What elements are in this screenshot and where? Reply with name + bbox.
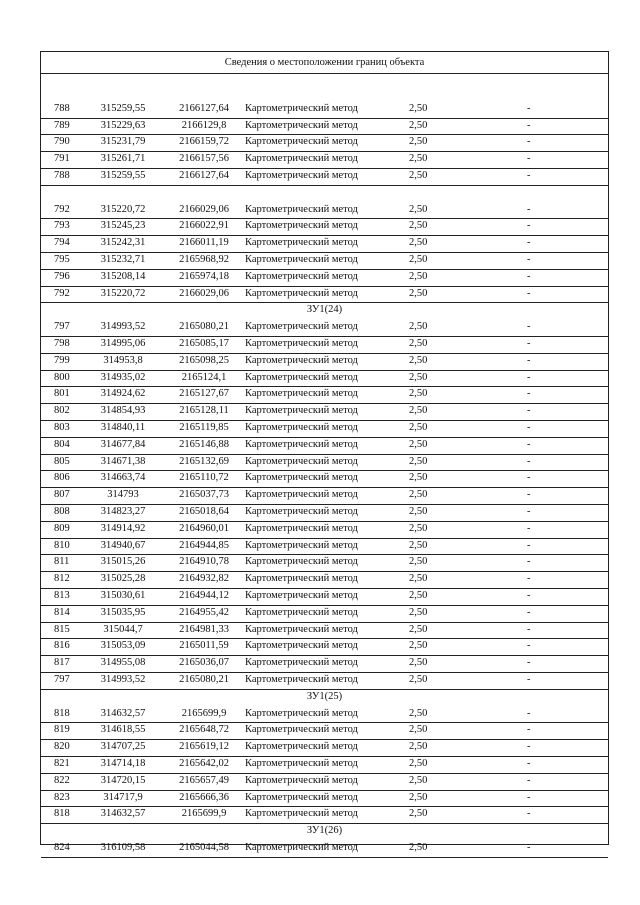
- description: -: [527, 522, 531, 534]
- section-label: ЗУ1(24): [306, 304, 343, 316]
- point-number: 810: [54, 539, 70, 551]
- description: -: [527, 371, 531, 383]
- accuracy: 2,50: [409, 724, 428, 736]
- table-row: [41, 252, 608, 270]
- method: Картометрический метод: [245, 506, 358, 517]
- blank-row: [41, 185, 608, 202]
- description: -: [527, 506, 531, 517]
- point-number: 803: [54, 422, 70, 433]
- coordinate-x: 314707,25: [100, 741, 146, 753]
- method: Картометрический метод: [245, 254, 358, 265]
- coordinate-x: 315242,31: [100, 237, 146, 249]
- accuracy: 2,50: [409, 153, 428, 165]
- accuracy: 2,50: [409, 270, 428, 282]
- description: -: [527, 724, 531, 736]
- table-row: [41, 269, 608, 287]
- coordinate-x: 314717,9: [103, 791, 143, 803]
- point-number: 795: [54, 254, 70, 265]
- point-number: 794: [54, 237, 70, 249]
- accuracy: 2,50: [409, 354, 428, 366]
- table-row: [41, 134, 608, 152]
- description: -: [527, 220, 531, 232]
- table-row: [41, 168, 608, 186]
- coordinate-y: 2165657,49: [179, 774, 229, 786]
- coordinate-x: 314953,8: [103, 354, 143, 366]
- method: Картометрический метод: [245, 405, 358, 417]
- coordinate-x: 315220,72: [100, 287, 146, 299]
- coordinate-x: 315259,55: [100, 102, 146, 114]
- coordinate-y: 2165648,72: [179, 724, 229, 736]
- method: Картометрический метод: [245, 707, 358, 719]
- method: Картометрический метод: [245, 338, 358, 349]
- method: Картометрический метод: [245, 472, 358, 484]
- coordinate-x: 315229,63: [100, 119, 146, 131]
- coordinate-x: 314995,06: [100, 338, 146, 349]
- coordinate-y: 2165968,92: [179, 254, 229, 265]
- table-row: [41, 706, 608, 724]
- coordinate-x: 315232,71: [100, 254, 146, 265]
- coordinate-y: 2165666,36: [179, 791, 229, 803]
- table-row: [41, 790, 608, 808]
- method: Картометрический метод: [245, 102, 358, 114]
- table-row: [41, 386, 608, 404]
- description: -: [527, 287, 531, 299]
- coordinate-x: 314854,93: [100, 405, 146, 417]
- point-number: 812: [54, 573, 70, 585]
- point-number: 805: [54, 455, 70, 467]
- coordinate-y: 2164960,01: [179, 522, 229, 534]
- table-row: [41, 403, 608, 421]
- accuracy: 2,50: [409, 338, 428, 349]
- point-number: 797: [54, 321, 70, 333]
- table-row: [41, 655, 608, 673]
- description: -: [527, 354, 531, 366]
- coordinate-y: 2165619,12: [179, 741, 229, 753]
- section-label: ЗУ1(26): [306, 825, 343, 837]
- description: -: [527, 657, 531, 669]
- coordinate-y: 2164944,85: [179, 539, 229, 551]
- accuracy: 2,50: [409, 791, 428, 803]
- table-row: [41, 722, 608, 740]
- method: Картометрический метод: [245, 287, 358, 299]
- table-row: [41, 336, 608, 354]
- coordinate-x: 314924,62: [100, 388, 146, 400]
- method: Картометрический метод: [245, 791, 358, 803]
- description: -: [527, 489, 531, 501]
- coordinate-y: 2164944,12: [179, 590, 229, 601]
- description: -: [527, 422, 531, 433]
- coordinate-y: 2164955,42: [179, 606, 229, 618]
- point-number: 822: [54, 774, 70, 786]
- coordinate-x: 315208,14: [100, 270, 146, 282]
- coordinate-y: 2165974,18: [179, 270, 229, 282]
- accuracy: 2,50: [409, 522, 428, 534]
- table-row: [41, 554, 608, 572]
- coordinate-y: 2166029,06: [179, 287, 229, 299]
- point-number: 818: [54, 707, 70, 719]
- accuracy: 2,50: [409, 422, 428, 433]
- accuracy: 2,50: [409, 455, 428, 467]
- coordinate-x: 315035,95: [100, 606, 146, 618]
- point-number: 813: [54, 590, 70, 601]
- description: -: [527, 556, 531, 568]
- point-number: 824: [54, 842, 70, 853]
- accuracy: 2,50: [409, 170, 428, 181]
- accuracy: 2,50: [409, 606, 428, 618]
- accuracy: 2,50: [409, 808, 428, 820]
- coordinate-x: 314914,92: [100, 522, 146, 534]
- point-number: 817: [54, 657, 70, 669]
- method: Картометрический метод: [245, 590, 358, 601]
- table-row: [41, 370, 608, 388]
- coordinate-y: 2166129,8: [181, 119, 227, 131]
- coordinate-x: 314677,84: [100, 438, 146, 450]
- coordinate-y: 2166157,56: [179, 153, 229, 165]
- coordinate-x: 315015,26: [100, 556, 146, 568]
- accuracy: 2,50: [409, 573, 428, 585]
- accuracy: 2,50: [409, 388, 428, 400]
- accuracy: 2,50: [409, 203, 428, 215]
- description: -: [527, 674, 531, 685]
- point-number: 823: [54, 791, 70, 803]
- method: Картометрический метод: [245, 270, 358, 282]
- point-number: 818: [54, 808, 70, 820]
- method: Картометрический метод: [245, 119, 358, 131]
- accuracy: 2,50: [409, 774, 428, 786]
- section-label: ЗУ1(25): [306, 690, 343, 702]
- coordinate-x: 316109,58: [100, 842, 146, 853]
- table-row: [41, 588, 608, 606]
- method: Картометрический метод: [245, 455, 358, 467]
- accuracy: 2,50: [409, 287, 428, 299]
- accuracy: 2,50: [409, 119, 428, 131]
- description: -: [527, 321, 531, 333]
- accuracy: 2,50: [409, 220, 428, 232]
- point-number: 820: [54, 741, 70, 753]
- method: Картометрический метод: [245, 741, 358, 753]
- coordinate-y: 2166022,91: [179, 220, 229, 232]
- accuracy: 2,50: [409, 590, 428, 601]
- method: Картометрический метод: [245, 170, 358, 181]
- coordinate-y: 2165642,02: [179, 758, 229, 769]
- point-number: 789: [54, 119, 70, 131]
- coordinate-x: 314671,38: [100, 455, 146, 467]
- method: Картометрический метод: [245, 774, 358, 786]
- coordinate-y: 2165127,67: [179, 388, 229, 400]
- method: Картометрический метод: [245, 724, 358, 736]
- coordinate-y: 2165132,69: [179, 455, 229, 467]
- coordinate-y: 2164910,78: [179, 556, 229, 568]
- method: Картометрический метод: [245, 522, 358, 534]
- coordinate-y: 2165119,85: [179, 422, 229, 433]
- table-row: [41, 319, 608, 337]
- method: Картометрический метод: [245, 674, 358, 685]
- coordinate-x: 315053,09: [100, 640, 146, 652]
- coordinate-x: 315261,71: [100, 153, 146, 165]
- point-number: 811: [54, 556, 70, 568]
- coordinate-y: 2166127,64: [179, 170, 229, 181]
- point-number: 807: [54, 489, 70, 501]
- accuracy: 2,50: [409, 556, 428, 568]
- description: -: [527, 640, 531, 652]
- method: Картометрический метод: [245, 657, 358, 669]
- method: Картометрический метод: [245, 623, 358, 635]
- table-row: [41, 118, 608, 136]
- point-number: 788: [54, 102, 70, 114]
- table-row: [41, 672, 608, 690]
- description: -: [527, 119, 531, 131]
- description: -: [527, 170, 531, 181]
- description: -: [527, 791, 531, 803]
- coordinate-y: 2165124,1: [181, 371, 227, 383]
- table-row: [41, 353, 608, 371]
- coordinate-y: 2165044,58: [179, 842, 229, 853]
- coordinate-x: 314714,18: [100, 758, 146, 769]
- coordinate-y: 2165085,17: [179, 338, 229, 349]
- coordinate-y: 2166029,06: [179, 203, 229, 215]
- accuracy: 2,50: [409, 674, 428, 685]
- point-number: 802: [54, 405, 70, 417]
- method: Картометрический метод: [245, 758, 358, 769]
- boundary-table: [40, 51, 609, 853]
- table-row: [41, 504, 608, 522]
- coordinate-x: 314840,11: [100, 422, 146, 433]
- description: -: [527, 573, 531, 585]
- method: Картометрический метод: [245, 220, 358, 232]
- accuracy: 2,50: [409, 321, 428, 333]
- table-row: [41, 487, 608, 505]
- point-number: 814: [54, 606, 70, 618]
- coordinate-y: 2165699,9: [181, 707, 227, 719]
- point-number: 797: [54, 674, 70, 685]
- coordinate-x: 314955,08: [100, 657, 146, 669]
- coordinate-y: 2165037,73: [179, 489, 229, 501]
- coordinate-y: 2166127,64: [179, 102, 229, 114]
- point-number: 788: [54, 170, 70, 181]
- description: -: [527, 254, 531, 265]
- coordinate-x: 314940,67: [100, 539, 146, 551]
- coordinate-x: 314935,02: [100, 371, 146, 383]
- coordinate-y: 2164932,82: [179, 573, 229, 585]
- blank-row: [41, 84, 608, 101]
- point-number: 816: [54, 640, 70, 652]
- accuracy: 2,50: [409, 136, 428, 148]
- table-row: [41, 773, 608, 791]
- accuracy: 2,50: [409, 623, 428, 635]
- accuracy: 2,50: [409, 741, 428, 753]
- description: -: [527, 590, 531, 601]
- coordinate-y: 2165098,25: [179, 354, 229, 366]
- coordinate-x: 314632,57: [100, 808, 146, 820]
- coordinate-x: 314632,57: [100, 707, 146, 719]
- coordinate-y: 2165128,11: [179, 405, 229, 417]
- accuracy: 2,50: [409, 640, 428, 652]
- coordinate-x: 314663,74: [100, 472, 146, 484]
- method: Картометрический метод: [245, 136, 358, 148]
- accuracy: 2,50: [409, 237, 428, 249]
- point-number: 819: [54, 724, 70, 736]
- accuracy: 2,50: [409, 539, 428, 551]
- method: Картометрический метод: [245, 153, 358, 165]
- method: Картометрический метод: [245, 573, 358, 585]
- method: Картометрический метод: [245, 321, 358, 333]
- method: Картометрический метод: [245, 556, 358, 568]
- coordinate-y: 2165036,07: [179, 657, 229, 669]
- coordinate-x: 315259,55: [100, 170, 146, 181]
- description: -: [527, 842, 531, 853]
- accuracy: 2,50: [409, 489, 428, 501]
- table-row: [41, 739, 608, 757]
- table-row: [41, 454, 608, 472]
- coordinate-x: 315044,7: [103, 623, 143, 635]
- method: Картометрический метод: [245, 354, 358, 366]
- coordinate-x: 314618,55: [100, 724, 146, 736]
- method: Картометрический метод: [245, 539, 358, 551]
- coordinate-y: 2165110,72: [179, 472, 229, 484]
- method: Картометрический метод: [245, 489, 358, 501]
- point-number: 815: [54, 623, 70, 635]
- description: -: [527, 388, 531, 400]
- method: Картометрический метод: [245, 640, 358, 652]
- coordinate-y: 2165080,21: [179, 321, 229, 333]
- description: -: [527, 153, 531, 165]
- description: -: [527, 455, 531, 467]
- table-row: [41, 151, 608, 169]
- table-row: [41, 218, 608, 236]
- description: -: [527, 405, 531, 417]
- method: Картометрический метод: [245, 422, 358, 433]
- coordinate-x: 315231,79: [100, 136, 146, 148]
- point-number: 821: [54, 758, 70, 769]
- method: Картометрический метод: [245, 438, 358, 450]
- table-row: [41, 420, 608, 438]
- coordinate-y: 2165080,21: [179, 674, 229, 685]
- table-row: [41, 840, 608, 858]
- accuracy: 2,50: [409, 472, 428, 484]
- description: -: [527, 270, 531, 282]
- coordinate-x: 314720,15: [100, 774, 146, 786]
- method: Картометрический метод: [245, 808, 358, 820]
- coordinate-x: 315025,28: [100, 573, 146, 585]
- description: -: [527, 808, 531, 820]
- description: -: [527, 539, 531, 551]
- table-title: Сведения о местоположении границ объекта: [41, 52, 608, 74]
- description: -: [527, 758, 531, 769]
- point-number: 800: [54, 371, 70, 383]
- point-number: 791: [54, 153, 70, 165]
- description: -: [527, 237, 531, 249]
- accuracy: 2,50: [409, 758, 428, 769]
- point-number: 790: [54, 136, 70, 148]
- table-row: [41, 521, 608, 539]
- coordinate-y: 2165699,9: [181, 808, 227, 820]
- description: -: [527, 774, 531, 786]
- point-number: 792: [54, 287, 70, 299]
- method: Картометрический метод: [245, 606, 358, 618]
- accuracy: 2,50: [409, 405, 428, 417]
- table-row: [41, 806, 608, 824]
- coordinate-x: 315220,72: [100, 203, 146, 215]
- method: Картометрический метод: [245, 237, 358, 249]
- table-row: [41, 101, 608, 119]
- coordinate-x: 315245,23: [100, 220, 146, 232]
- table-row: [41, 622, 608, 640]
- point-number: 809: [54, 522, 70, 534]
- coordinate-x: 314993,52: [100, 321, 146, 333]
- table-row: [41, 286, 608, 304]
- method: Картометрический метод: [245, 388, 358, 400]
- coordinate-y: 2165011,59: [179, 640, 229, 652]
- point-number: 806: [54, 472, 70, 484]
- table-row: [41, 756, 608, 774]
- coordinate-y: 2165146,88: [179, 438, 229, 450]
- description: -: [527, 102, 531, 114]
- description: -: [527, 338, 531, 349]
- description: -: [527, 741, 531, 753]
- coordinate-y: 2166159,72: [179, 136, 229, 148]
- table-row: [41, 571, 608, 589]
- coordinate-y: 2164981,33: [179, 623, 229, 635]
- point-number: 808: [54, 506, 70, 517]
- coordinate-y: 2165018,64: [179, 506, 229, 517]
- accuracy: 2,50: [409, 102, 428, 114]
- accuracy: 2,50: [409, 842, 428, 853]
- method: Картометрический метод: [245, 842, 358, 853]
- accuracy: 2,50: [409, 707, 428, 719]
- table-row: [41, 437, 608, 455]
- description: -: [527, 438, 531, 450]
- coordinate-x: 314823,27: [100, 506, 146, 517]
- description: -: [527, 623, 531, 635]
- table-row: [41, 638, 608, 656]
- point-number: 796: [54, 270, 70, 282]
- accuracy: 2,50: [409, 657, 428, 669]
- point-number: 792: [54, 203, 70, 215]
- accuracy: 2,50: [409, 438, 428, 450]
- point-number: 799: [54, 354, 70, 366]
- coordinate-x: 314793: [107, 489, 139, 501]
- table-row: [41, 235, 608, 253]
- accuracy: 2,50: [409, 506, 428, 517]
- accuracy: 2,50: [409, 371, 428, 383]
- coordinate-x: 315030,61: [100, 590, 146, 601]
- point-number: 793: [54, 220, 70, 232]
- point-number: 801: [54, 388, 70, 400]
- point-number: 804: [54, 438, 70, 450]
- accuracy: 2,50: [409, 254, 428, 265]
- table-row: [41, 538, 608, 556]
- description: -: [527, 136, 531, 148]
- method: Картометрический метод: [245, 371, 358, 383]
- description: -: [527, 707, 531, 719]
- table-row: [41, 202, 608, 220]
- coordinate-y: 2166011,19: [179, 237, 229, 249]
- coordinate-x: 314993,52: [100, 674, 146, 685]
- description: -: [527, 606, 531, 618]
- description: -: [527, 472, 531, 484]
- description: -: [527, 203, 531, 215]
- table-row: [41, 605, 608, 623]
- method: Картометрический метод: [245, 203, 358, 215]
- point-number: 798: [54, 338, 70, 349]
- table-row: [41, 470, 608, 488]
